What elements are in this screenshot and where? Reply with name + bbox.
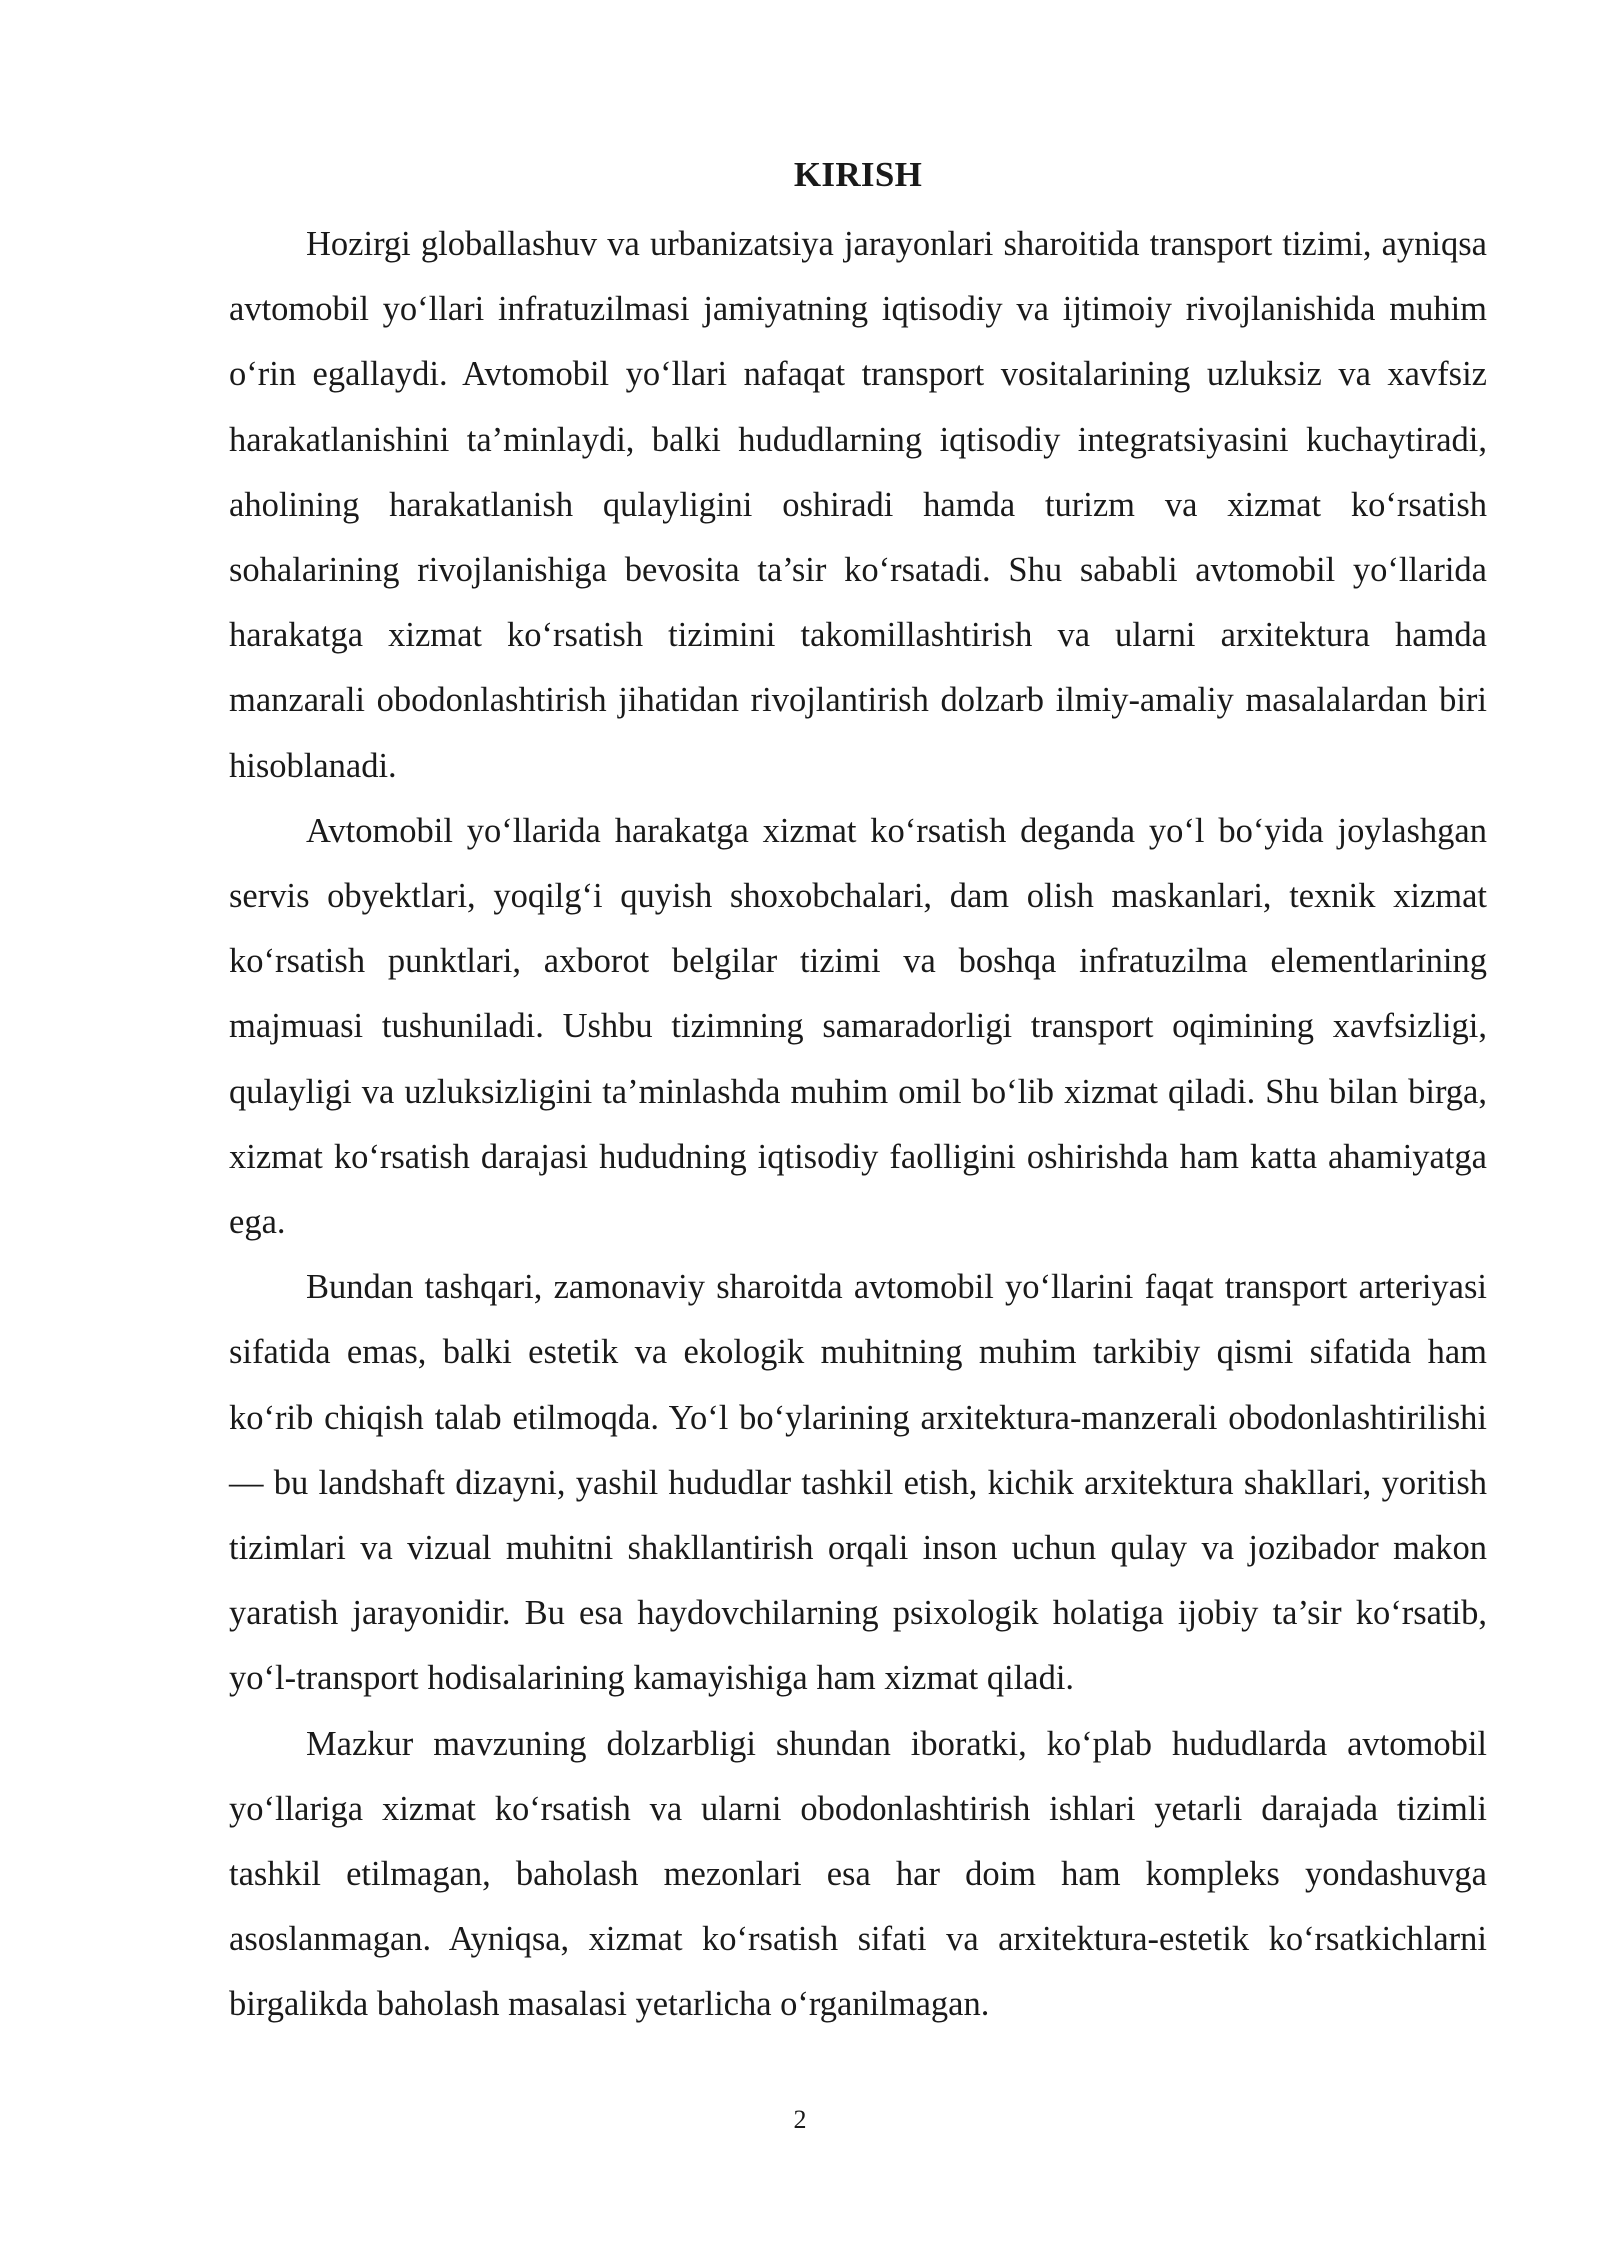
paragraph: Bundan tashqari, zamonaviy sharoitda avtomobil yo‘llarini faqat transport arteriyasi sifatida emas, balki estetik va ekologik muhitning muhim tarkibiy qismi sifatida ham ko‘rib chiqish talab etilmoqda. Yo‘l bo‘ylarining arxitektura-manzerali obodonlashtirilishi — bu landshaft dizayni, yashil hududlar tashkil etish, kichik arxitektura shakllari, yoritish tizimlari va vizual muhitni shakllantirish orqali inson uchun qulay va jozibador makon yaratish jarayonidir. Bu esa haydovchilarning psixologik holatiga ijobiy ta’sir ko‘rsatib, yo‘l-transport hodisalarining kamayishiga ham xizmat qiladi. bbox=[229, 1268, 1487, 1698]
page-number: 2 bbox=[793, 2105, 807, 2134]
section-title: KIRISH bbox=[793, 155, 923, 194]
paragraph: Avtomobil yo‘llarida harakatga xizmat ko‘rsatish deganda yo‘l bo‘yida joylashgan servis obyektlari, yoqilg‘i quyish shoxobchalari, dam olish maskanlari, texnik xizmat ko‘rsatish punktlari, axborot belgilar tizimi va boshqa infratuzilma elementlarining majmuasi tushuniladi. Ushbu tizimning samaradorligi transport oqimining xavfsizligi, qulayligi va uzluksizligini ta’minlashda muhim omil bo‘lib xizmat qiladi. Shu bilan birga, xizmat ko‘rsatish darajasi hududning iqtisodiy faolligini oshirishda ham katta ahamiyatga ega. bbox=[229, 811, 1487, 1242]
paragraph: Hozirgi globallashuv va urbanizatsiya jarayonlari sharoitida transport tizimi, ayniqsa avtomobil yo‘llari infratuzilmasi jamiyatning iqtisodiy va ijtimoiy rivojlanishida muhim o‘rin egallaydi. Avtomobil yo‘llari nafaqat transport vositalarining uzluksiz va xavfsiz harakatlanishini ta’minlaydi, balki hududlarning iqtisodiy integratsiyasini kuchaytiradi, aholining harakatlanish qulayligini oshiradi hamda turizm va xizmat ko‘rsatish sohalarining rivojlanishiga bevosita ta’sir ko‘rsatadi. Shu sababli avtomobil yo‘llarida harakatga xizmat ko‘rsatish tizimini takomillashtirish va ularni arxitektura hamda manzarali obodonlashtirish jihatidan rivojlantirish dolzarb ilmiy-amaliy masalalardan biri hisoblanadi. bbox=[229, 225, 1487, 785]
paragraph: Mazkur mavzuning dolzarbligi shundan iboratki, ko‘plab hududlarda avtomobil yo‘llariga xizmat ko‘rsatish va ularni obodonlashtirish ishlari yetarli darajada tizimli tashkil etilmagan, baholash mezonlari esa har doim ham kompleks yondashuvga asoslanmagan. Ayniqsa, xizmat ko‘rsatish sifati va arxitektura-estetik ko‘rsatkichlarni birgalikda baholash masalasi yetarlicha o‘rganilmagan. bbox=[229, 1724, 1487, 2024]
page-body bbox=[229, 148, 1487, 2038]
